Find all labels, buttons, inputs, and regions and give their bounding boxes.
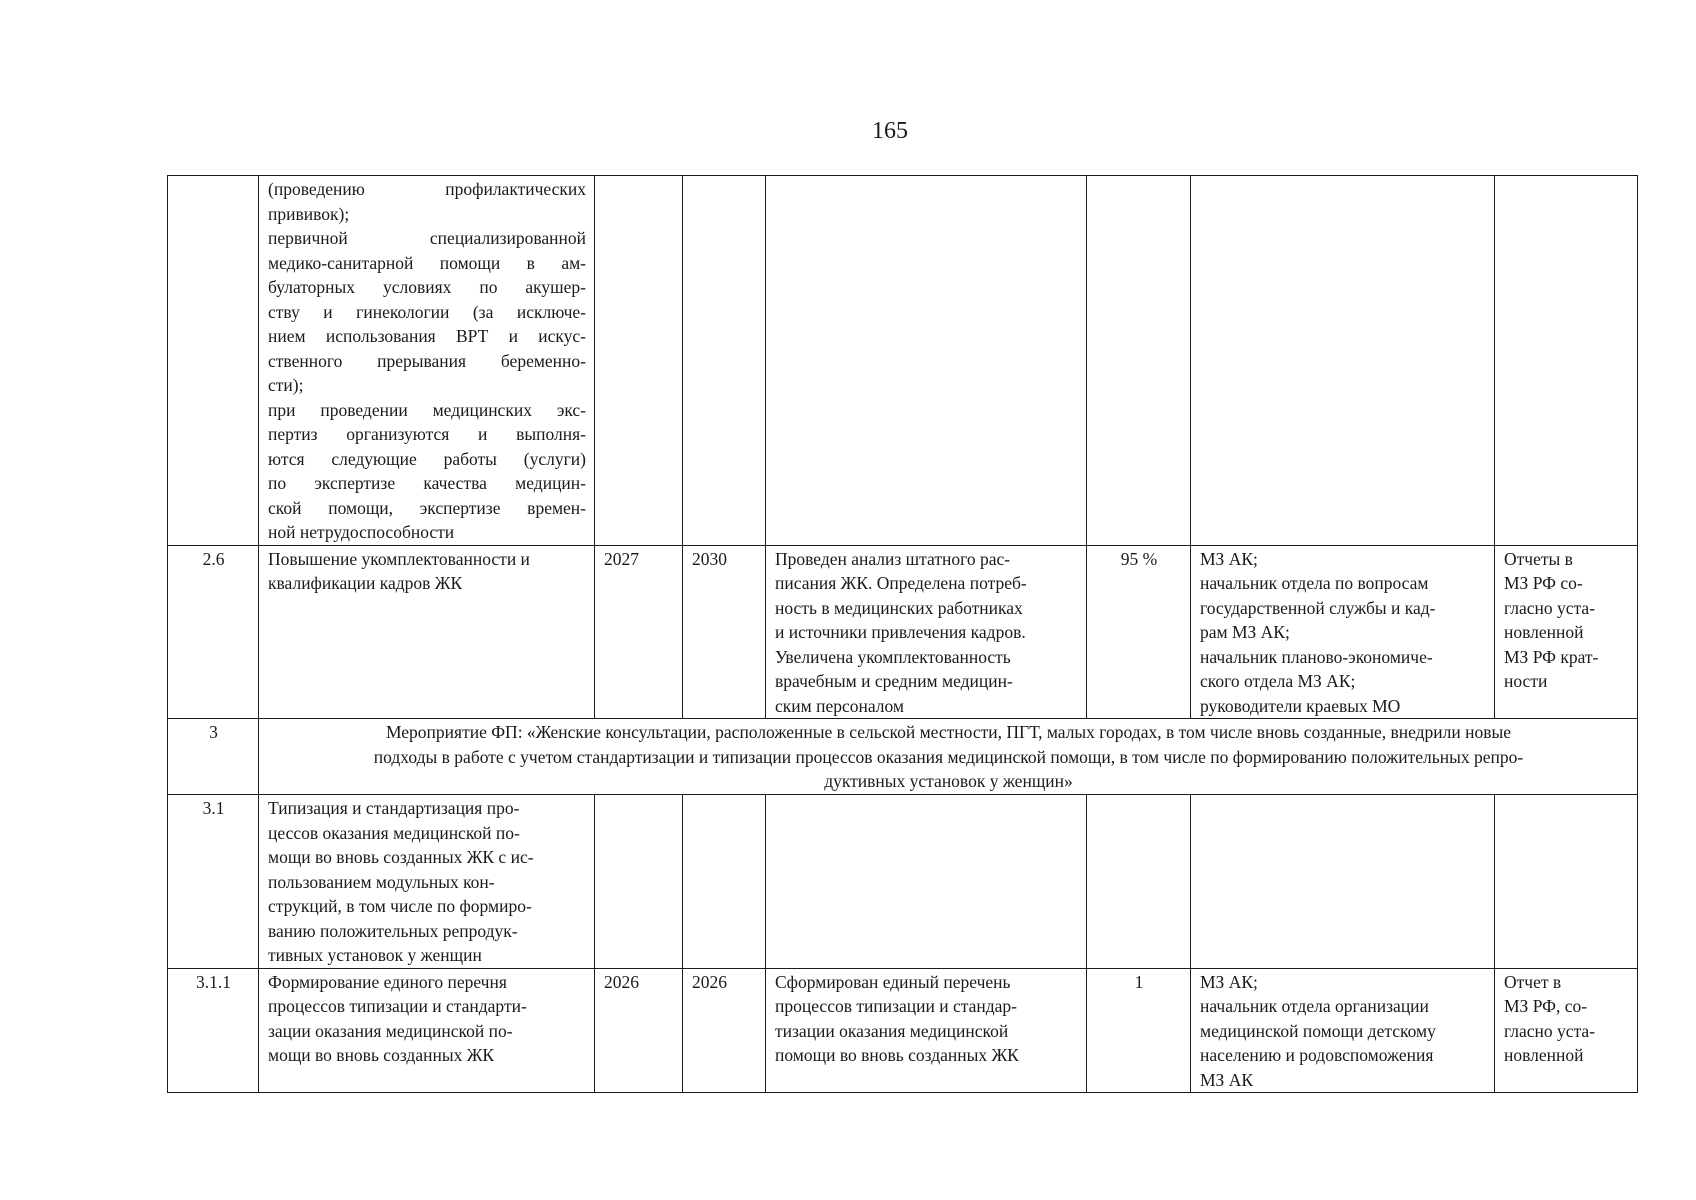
indicator-value-cell: 1: [1087, 968, 1191, 1093]
responsible-line: МЗ АК;: [1200, 548, 1258, 569]
activity-name-line: пользованием модульных кон-: [268, 871, 495, 892]
indicator-value-cell: [1087, 795, 1191, 969]
activity-name-cell: [259, 968, 595, 1093]
result-line: и источники привлечения кадров.: [775, 622, 1026, 642]
report-cell: [1495, 968, 1638, 1093]
result-cell: [766, 176, 1087, 546]
activity-name-line: квалификации кадров ЖК: [268, 573, 463, 593]
result-line: ским персоналом: [775, 695, 904, 716]
activity-name-cell: [259, 795, 595, 969]
responsible-line: начальник планово-экономиче-: [1200, 646, 1433, 667]
activity-name-line: тивных установок у женщин: [268, 945, 482, 965]
start-year-cell: 2027: [595, 545, 683, 719]
responsible-cell: [1191, 795, 1495, 969]
end-year-cell: 2026: [683, 968, 766, 1093]
result-line: Увеличена укомплектованность: [775, 646, 1011, 667]
responsible-line: МЗ АК: [1200, 1069, 1254, 1090]
activity-name-cell: [259, 545, 595, 719]
responsible-line: начальник отдела организации: [1200, 996, 1429, 1016]
report-cell: [1495, 176, 1638, 546]
activity-name-line: мощи во вновь созданных ЖК: [268, 1045, 495, 1065]
report-line: новленной: [1504, 1045, 1584, 1065]
responsible-cell: [1191, 968, 1495, 1093]
start-year-cell: [595, 176, 683, 546]
result-line: писания ЖК. Определена потреб-: [775, 573, 1027, 593]
report-line: гласно уста-: [1504, 597, 1596, 618]
activity-name-line: при проведении медицинских экс-: [268, 399, 586, 420]
result-line: помощи во вновь созданных ЖК: [775, 1045, 1019, 1065]
activity-name-line: первичной специализированной: [268, 228, 586, 248]
result-line: врачебным и средним медицин-: [775, 671, 1013, 691]
activity-name-line: струкций, в том числе по формиро-: [268, 896, 532, 916]
result-line: Проведен анализ штатного рас-: [775, 548, 1011, 569]
report-cell: [1495, 795, 1638, 969]
row-number-cell: 3: [168, 719, 259, 795]
responsible-line: МЗ АК;: [1200, 971, 1258, 992]
start-year-cell: 2026: [595, 968, 683, 1093]
result-cell: [766, 795, 1087, 969]
row-number-cell: 2.6: [168, 545, 259, 719]
report-cell: [1495, 545, 1638, 719]
report-line: МЗ РФ со-: [1504, 573, 1583, 593]
result-cell: [766, 545, 1087, 719]
result-line: Сформирован единый перечень: [775, 971, 1011, 992]
report-line: новленной: [1504, 622, 1584, 642]
activity-name-line: прививок);: [268, 203, 350, 224]
report-line: Отчеты в: [1504, 548, 1573, 569]
responsible-cell: [1191, 545, 1495, 719]
section-title-line: дуктивных установок у женщин»: [824, 771, 1073, 791]
responsible-line: ского отдела МЗ АК;: [1200, 671, 1356, 691]
responsible-line: руководители краевых МО: [1200, 695, 1401, 716]
responsible-line: медицинской помощи детскому: [1200, 1020, 1436, 1041]
section-title-line: подходы в работе с учетом стандартизации и типизации процессов оказания медицинской помощи, в том числе по формированию положительных репро-: [373, 746, 1524, 767]
activity-name-line: Повышение укомплектованности и: [268, 548, 530, 569]
result-line: тизации оказания медицинской: [775, 1020, 1009, 1041]
responsible-line: рам МЗ АК;: [1200, 622, 1290, 642]
report-line: ности: [1504, 671, 1548, 691]
responsible-line: населению и родовспоможения: [1200, 1045, 1434, 1065]
activity-name-line: нием использования ВРТ и искус-: [268, 326, 586, 346]
activity-name-line: ственного прерывания беременно-: [268, 350, 586, 371]
activity-name-line: мощи во вновь созданных ЖК с ис-: [268, 847, 534, 867]
activity-name-line: зации оказания медицинской по-: [268, 1020, 513, 1041]
activity-name-line: процессов типизации и стандарти-: [268, 996, 527, 1016]
section-row: [168, 719, 1638, 795]
table-row: [168, 545, 1638, 719]
responsible-line: начальник отдела по вопросам: [1200, 573, 1429, 593]
indicator-value-cell: [1087, 176, 1191, 546]
responsible-line: государственной службы и кад-: [1200, 597, 1436, 618]
activity-name-line: ству и гинекологии (за исключе-: [268, 301, 586, 322]
end-year-cell: [683, 176, 766, 546]
activity-name-line: пертиз организуются и выполня-: [268, 424, 586, 444]
activity-name-line: ной нетрудоспособности: [268, 522, 455, 542]
row-number-cell: 3.1: [168, 795, 259, 969]
result-line: ность в медицинских работниках: [775, 597, 1023, 618]
activity-name-line: ской помощи, экспертизе времен-: [268, 497, 586, 518]
end-year-cell: [683, 795, 766, 969]
activity-name-line: цессов оказания медицинской по-: [268, 822, 520, 843]
section-title-line: Мероприятие ФП: «Женские консультации, расположенные в сельской местности, ПГТ, малых городах, в том числе вновь созданные, внедрили новые: [385, 722, 1512, 742]
end-year-cell: 2030: [683, 545, 766, 719]
activity-name-line: (проведению профилактических: [268, 179, 586, 199]
start-year-cell: [595, 795, 683, 969]
indicator-value-cell: 95 %: [1087, 545, 1191, 719]
row-number-cell: [168, 176, 259, 546]
report-line: гласно уста-: [1504, 1020, 1596, 1041]
activity-name-line: Формирование единого перечня: [268, 971, 507, 992]
section-title-cell: [259, 719, 1638, 795]
report-line: МЗ РФ крат-: [1504, 646, 1599, 667]
report-line: МЗ РФ, со-: [1504, 996, 1588, 1016]
report-line: Отчет в: [1504, 971, 1562, 992]
table-row: [168, 968, 1638, 1093]
activity-name-line: Типизация и стандартизация про-: [268, 798, 520, 818]
activity-name-line: булаторных условиях по акушер-: [268, 277, 586, 297]
activity-name-line: по экспертизе качества медицин-: [268, 473, 586, 493]
activities-table: [167, 175, 1638, 1093]
activity-name-line: медико-санитарной помощи в ам-: [268, 252, 586, 273]
responsible-cell: [1191, 176, 1495, 546]
activity-name-line: ются следующие работы (услуги): [268, 448, 586, 469]
activity-name-cell: [259, 176, 595, 546]
table-row: [168, 795, 1638, 969]
result-cell: [766, 968, 1087, 1093]
table-row: [168, 176, 1638, 546]
row-number-cell: 3.1.1: [168, 968, 259, 1093]
page-number: 165: [872, 118, 908, 144]
activity-name-line: сти);: [268, 375, 304, 395]
activity-name-line: ванию положительных репродук-: [268, 920, 518, 941]
result-line: процессов типизации и стандар-: [775, 996, 1018, 1016]
